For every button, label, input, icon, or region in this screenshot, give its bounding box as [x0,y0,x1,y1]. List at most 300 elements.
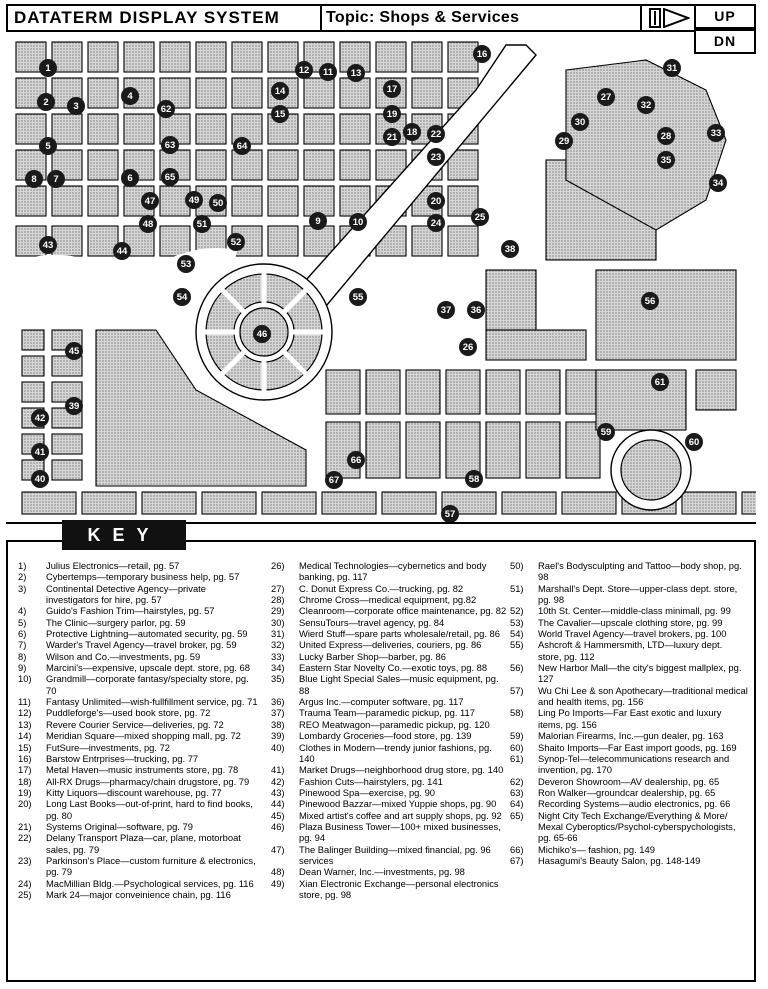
key-item [510,628,748,639]
marker-label: 55 [352,292,364,303]
city-block [340,186,370,216]
marker-label: 48 [142,219,154,230]
key-item-text: Meridian Square—mixed shopping mall, pg. 72 [46,730,241,742]
location-marker-21[interactable] [383,128,401,146]
key-item-number: 67) [510,854,524,866]
key-item-number: 28) [271,594,285,606]
location-marker-31[interactable] [663,59,681,77]
key-item-text: Continental Detective Agency—private investigators for hire, pg. 57 [46,582,206,606]
key-item-number: 20) [18,798,32,810]
marker-label: 44 [116,246,128,257]
key-item [271,628,507,639]
marker-label: 46 [256,329,268,340]
key-item-text: Revere Courier Service—deliveries, pg. 72 [46,718,224,730]
location-marker-40[interactable] [31,470,49,488]
location-marker-4[interactable] [121,87,139,105]
key-item-number: 55) [510,639,524,651]
marker-label: 8 [31,174,37,185]
key-item-text: Wu Chi Lee & son Apothecary—traditional medical and health items, pg. 156 [538,684,748,708]
key-item [18,673,258,696]
key-item-number: 23) [18,854,32,866]
marker-label: 3 [73,101,79,112]
marker-label: 31 [666,63,678,74]
key-item-number: 44) [271,798,285,810]
key-item [18,889,258,900]
key-item-number: 41) [271,764,285,776]
key-item-number: 24) [18,877,32,889]
play-icon[interactable] [648,8,690,28]
location-marker-35[interactable] [657,151,675,169]
key-item-number: 14) [18,730,32,742]
location-marker-7[interactable] [47,170,65,188]
key-item [271,730,507,741]
marker-label: 45 [68,346,80,357]
key-item [271,696,507,707]
location-marker-19[interactable] [383,105,401,123]
marker-label: 19 [386,109,398,120]
key-item-text: Metal Haven—music instruments store, pg. 78 [46,764,239,776]
city-block [340,150,370,180]
city-block [124,42,154,72]
city-block [52,186,82,216]
key-item-text: MacMillian Bldg.—Psychological services, pg. 116 [46,877,254,889]
key-item-text: Wilson and Co.—investments, pg. 59 [46,650,201,662]
location-marker-67[interactable] [325,471,343,489]
city-block [196,42,226,72]
location-marker-53[interactable] [177,255,195,273]
key-item-text: Grandmill—corporate fantasy/specialty store, pg. 70 [46,673,249,696]
city-block [88,42,118,72]
key-item [18,776,258,787]
key-item-text: FutSure—investments, pg. 72 [46,741,171,753]
key-item [18,730,258,741]
key-item-number: 59) [510,730,524,742]
title-divider [640,6,642,30]
location-marker-61[interactable] [651,373,669,391]
key-column-3 [510,560,748,866]
key-item-text: Market Drugs—neighborhood drug store, pg. 140 [299,764,504,776]
city-block [340,114,370,144]
key-item-number: 38) [271,718,285,730]
key-item-text: Mark 24—major conveinience chain, pg. 116 [46,888,231,900]
up-button[interactable]: UP [694,4,756,29]
marker-label: 35 [660,155,672,166]
location-marker-29[interactable] [555,132,573,150]
key-item-text: Warder's Travel Agency—travel broker, pg. 59 [46,639,237,651]
marker-label: 66 [350,455,362,466]
down-button[interactable]: DN [694,29,756,54]
location-marker-48[interactable] [139,215,157,233]
key-item-number: 9) [18,662,27,674]
location-marker-18[interactable] [403,123,421,141]
location-marker-30[interactable] [571,113,589,131]
city-block [22,330,44,350]
marker-label: 41 [34,447,46,458]
location-marker-34[interactable] [709,174,727,192]
location-marker-59[interactable] [597,423,615,441]
key-item-number: 43) [271,786,285,798]
location-marker-11[interactable] [319,63,337,81]
marker-label: 64 [236,141,248,152]
location-marker-14[interactable] [271,82,289,100]
location-marker-64[interactable] [233,137,251,155]
location-marker-43[interactable] [39,236,57,254]
marker-label: 13 [350,68,362,79]
city-block [196,78,226,108]
key-item [18,855,258,878]
key-item-text: The Clinic—surgery parlor, pg. 59 [46,616,186,628]
key-item-text: Barstow Entrprises—trucking, pg. 77 [46,752,199,764]
key-item-number: 65) [510,809,524,821]
key-item-text: Ashcroft & Hammersmith, LTD—luxury dept. store, pg. 112 [538,639,723,662]
location-marker-13[interactable] [347,64,365,82]
city-block [232,186,262,216]
marker-label: 67 [328,475,340,486]
key-item-number: 57) [510,684,524,696]
marker-label: 5 [45,141,51,152]
location-marker-55[interactable] [349,288,367,306]
location-marker-47[interactable] [141,192,159,210]
city-block [326,370,360,414]
location-marker-8[interactable] [25,170,43,188]
key-item [271,594,507,605]
key-item-number: 36) [271,696,285,708]
location-marker-56[interactable] [641,292,659,310]
key-item [510,707,748,730]
marker-label: 52 [230,237,242,248]
location-marker-33[interactable] [707,124,725,142]
key-item [510,844,748,855]
city-block [566,370,600,414]
marker-label: 1 [45,63,51,74]
key-item-number: 42) [271,775,285,787]
location-marker-58[interactable] [465,470,483,488]
city-block [88,78,118,108]
key-item [271,810,507,821]
key-item-number: 18) [18,775,32,787]
marker-label: 25 [474,212,486,223]
city-block [562,492,616,514]
city-block [202,492,256,514]
key-item-text: The Balinger Building—mixed financial, pg. 96 services [299,843,491,866]
location-marker-10[interactable] [349,213,367,231]
topic-label: Topic: Shops & Services [326,9,520,26]
key-item [18,832,258,855]
location-marker-15[interactable] [271,105,289,123]
key-item [510,639,748,662]
marker-label: 59 [600,427,612,438]
key-item [271,617,507,628]
key-item-number: 25) [18,888,32,900]
city-block [448,42,478,72]
key-column-1 [18,560,258,900]
city-block [124,114,154,144]
key-item-text: Delany Transport Plaza—car, plane, motorboat sales, pg. 79 [46,832,241,855]
marker-label: 18 [406,127,418,138]
city-block [160,226,190,256]
location-marker-20[interactable] [427,192,445,210]
marker-label: 20 [430,196,442,207]
key-item-number: 22) [18,832,32,844]
key-item-text: Lombardy Groceries—food store, pg. 139 [299,730,472,742]
key-item [18,821,258,832]
key-item-text: Julius Electronics—retail, pg. 57 [46,560,180,571]
city-block [304,114,334,144]
key-item-text: Marshall's Dept. Store—upper-class dept. store, pg. 98 [538,582,738,606]
key-item-text: Clothes in Modern—trendy junior fashions, pg. 140 [299,741,492,764]
key-item [18,628,258,639]
city-block [486,270,536,330]
marker-label: 9 [315,216,321,227]
key-item-number: 19) [18,786,32,798]
city-block [52,460,82,480]
marker-label: 30 [574,117,586,128]
location-marker-32[interactable] [637,96,655,114]
location-marker-27[interactable] [597,88,615,106]
key-item-number: 60) [510,741,524,753]
key-item [18,707,258,718]
key-item-number: 11) [18,696,31,708]
location-marker-37[interactable] [437,301,455,319]
city-block [526,370,560,414]
city-block [696,370,736,410]
location-marker-51[interactable] [193,215,211,233]
location-marker-54[interactable] [173,288,191,306]
key-item-text: New Harbor Mall—the city's biggest mallplex, pg. 127 [538,662,742,685]
key-item-text: Marcini's—expensive, upscale dept. store, pg. 68 [46,662,250,674]
key-item-number: 39) [271,730,285,742]
key-item-number: 8) [18,650,27,662]
key-item-number: 58) [510,707,524,719]
city-block [412,78,442,108]
location-marker-25[interactable] [471,208,489,226]
city-block [340,78,370,108]
city-block [486,330,586,360]
location-marker-46[interactable] [253,325,271,343]
marker-label: 36 [470,305,482,316]
key-item-number: 63) [510,786,524,798]
key-item-text: Xian Electronic Exchange—personal electronics store, pg. 98 [299,877,499,900]
city-block [406,422,440,478]
city-block [196,150,226,180]
key-item [18,798,258,821]
location-marker-66[interactable] [347,451,365,469]
marker-label: 34 [712,178,724,189]
key-item-text: Plaza Business Tower—100+ mixed businesses, pg. 94 [299,820,501,844]
key-item-text: Guido's Fashion Trim—hairstyles, pg. 57 [46,605,215,617]
city-block [232,150,262,180]
city-block [82,492,136,514]
key-item-number: 47) [271,843,285,855]
key-item-number: 6) [18,628,27,640]
location-marker-23[interactable] [427,148,445,166]
location-marker-52[interactable] [227,233,245,251]
key-item-text: Pinewood Spa—exercise, pg. 90 [299,786,436,798]
key-item-text: REO Meatwagon—paramedic pickup, pg. 120 [299,718,490,730]
marker-label: 16 [476,49,488,60]
key-item-text: Cleanroom—corporate office maintenance, pg. 82 [299,605,507,617]
key-item-text: Fashion Cuts—hairstylers, pg. 141 [299,775,443,787]
key-item-number: 62) [510,775,524,787]
marker-label: 7 [53,174,59,185]
key-item [18,617,258,628]
key-item [271,798,507,809]
marker-label: 2 [43,97,49,108]
marker-label: 53 [180,259,192,270]
marker-label: 14 [274,86,286,97]
city-block [406,370,440,414]
city-block [16,186,46,216]
marker-label: 60 [688,437,700,448]
location-marker-28[interactable] [657,127,675,145]
key-item [271,605,507,616]
key-item [18,764,258,775]
city-block [304,186,334,216]
marker-label: 65 [164,172,176,183]
key-item-number: 31) [271,628,285,640]
key-item-number: 45) [271,809,285,821]
key-item [271,639,507,650]
city-block [268,226,298,256]
location-marker-17[interactable] [383,80,401,98]
key-item-number: 12) [18,707,32,719]
key-item-text: Puddleforge's—used book store, pg. 72 [46,707,211,719]
location-marker-2[interactable] [37,93,55,111]
location-marker-41[interactable] [31,443,49,461]
location-marker-6[interactable] [121,169,139,187]
key-item [18,639,258,650]
city-block [88,150,118,180]
key-item-number: 53) [510,616,524,628]
location-marker-65[interactable] [161,168,179,186]
key-item-text: Michiko's— fashion, pg. 149 [538,843,655,855]
marker-label: 4 [127,91,133,102]
marker-label: 23 [430,152,442,163]
key-item-number: 4) [18,605,27,617]
key-item-number: 34) [271,662,285,674]
marker-label: 54 [176,292,188,303]
location-marker-60[interactable] [685,433,703,451]
marker-label: 15 [274,109,286,120]
key-item [18,742,258,753]
marker-label: 57 [444,509,456,520]
city-block [22,356,44,376]
city-block [196,114,226,144]
location-marker-42[interactable] [31,409,49,427]
location-marker-9[interactable] [309,212,327,230]
key-item-text: Rael's Bodysculpting and Tattoo—body shop, pg. 98 [538,560,742,583]
city-block [486,422,520,478]
city-block [448,226,478,256]
key-item [271,662,507,673]
key-item [18,651,258,662]
key-item-text: Argus Inc.—computer software, pg. 117 [299,696,464,708]
location-marker-36[interactable] [467,301,485,319]
marker-label: 33 [710,128,722,139]
location-marker-45[interactable] [65,342,83,360]
location-marker-39[interactable] [65,397,83,415]
marker-label: 39 [68,401,80,412]
key-item-text: Recording Systems—audio electronics, pg. 66 [538,798,731,810]
key-item [271,821,507,844]
key-item-text: Mixed artist's coffee and art supply shops, pg. 92 [299,809,502,821]
key-item-text: Parkinson's Place—custom furniture & electronics, pg. 79 [46,854,256,878]
marker-label: 17 [386,84,398,95]
marker-label: 62 [160,104,172,115]
location-marker-1[interactable] [39,59,57,77]
key-item-number: 33) [271,650,285,662]
key-item [510,662,748,685]
location-marker-44[interactable] [113,242,131,260]
city-block [304,226,334,256]
title-bar [6,4,756,32]
key-item-number: 17) [18,764,32,776]
marker-label: 10 [352,217,364,228]
key-item-text: Pinewood Bazzar—mixed Yuppie shops, pg. 90 [299,798,497,810]
location-marker-49[interactable] [185,191,203,209]
key-item [510,560,748,583]
location-marker-16[interactable] [473,45,491,63]
key-item-text: Night City Tech Exchange/Everything & More/ Mexal Cyberoptics/Psychol-cyberspychologists, pg. 65-66 [538,809,736,844]
key-item-text: Shaito Imports—Far East import goods, pg. 169 [538,741,737,753]
city-block [22,492,76,514]
location-marker-38[interactable] [501,240,519,258]
city-block [376,42,406,72]
key-item-number: 49) [271,877,285,889]
key-item [510,730,748,741]
key-item [271,673,507,696]
location-marker-63[interactable] [161,136,179,154]
location-marker-22[interactable] [427,125,445,143]
key-item-number: 1) [18,560,27,571]
key-item-number: 32) [271,639,285,651]
key-item-text: Ling Po Imports—Far East exotic and luxury items, pg. 156 [538,707,722,730]
key-item [510,810,748,844]
key-item [271,560,507,583]
location-marker-3[interactable] [67,97,85,115]
marker-label: 58 [468,474,480,485]
city-block [446,370,480,414]
city-block [446,422,480,478]
key-item-number: 50) [510,560,524,571]
city-block [596,370,686,430]
key-item [510,798,748,809]
key-item-text: Dean Warner, Inc.—investments, pg. 98 [299,866,465,878]
key-item [510,583,748,606]
location-marker-50[interactable] [209,194,227,212]
marker-label: 40 [34,474,46,485]
city-block [366,422,400,478]
key-item [271,707,507,718]
key-item-text: All-RX Drugs—pharmacy/chain drugstore, pg. 79 [46,775,250,787]
key-item-text: 10th St. Center—middle-class minimall, pg. 99 [538,605,731,617]
location-marker-5[interactable] [39,137,57,155]
location-marker-12[interactable] [295,61,313,79]
city-block [262,492,316,514]
location-marker-24[interactable] [427,214,445,232]
key-item [271,866,507,877]
key-item-number: 10) [18,673,32,685]
key-item-number: 26) [271,560,285,571]
location-marker-62[interactable] [157,100,175,118]
key-item [510,685,748,708]
key-item [271,583,507,594]
key-item-text: World Travel Agency—travel brokers, pg. 100 [538,628,727,640]
key-item [18,753,258,764]
city-block [486,370,520,414]
city-block [88,114,118,144]
location-marker-26[interactable] [459,338,477,356]
